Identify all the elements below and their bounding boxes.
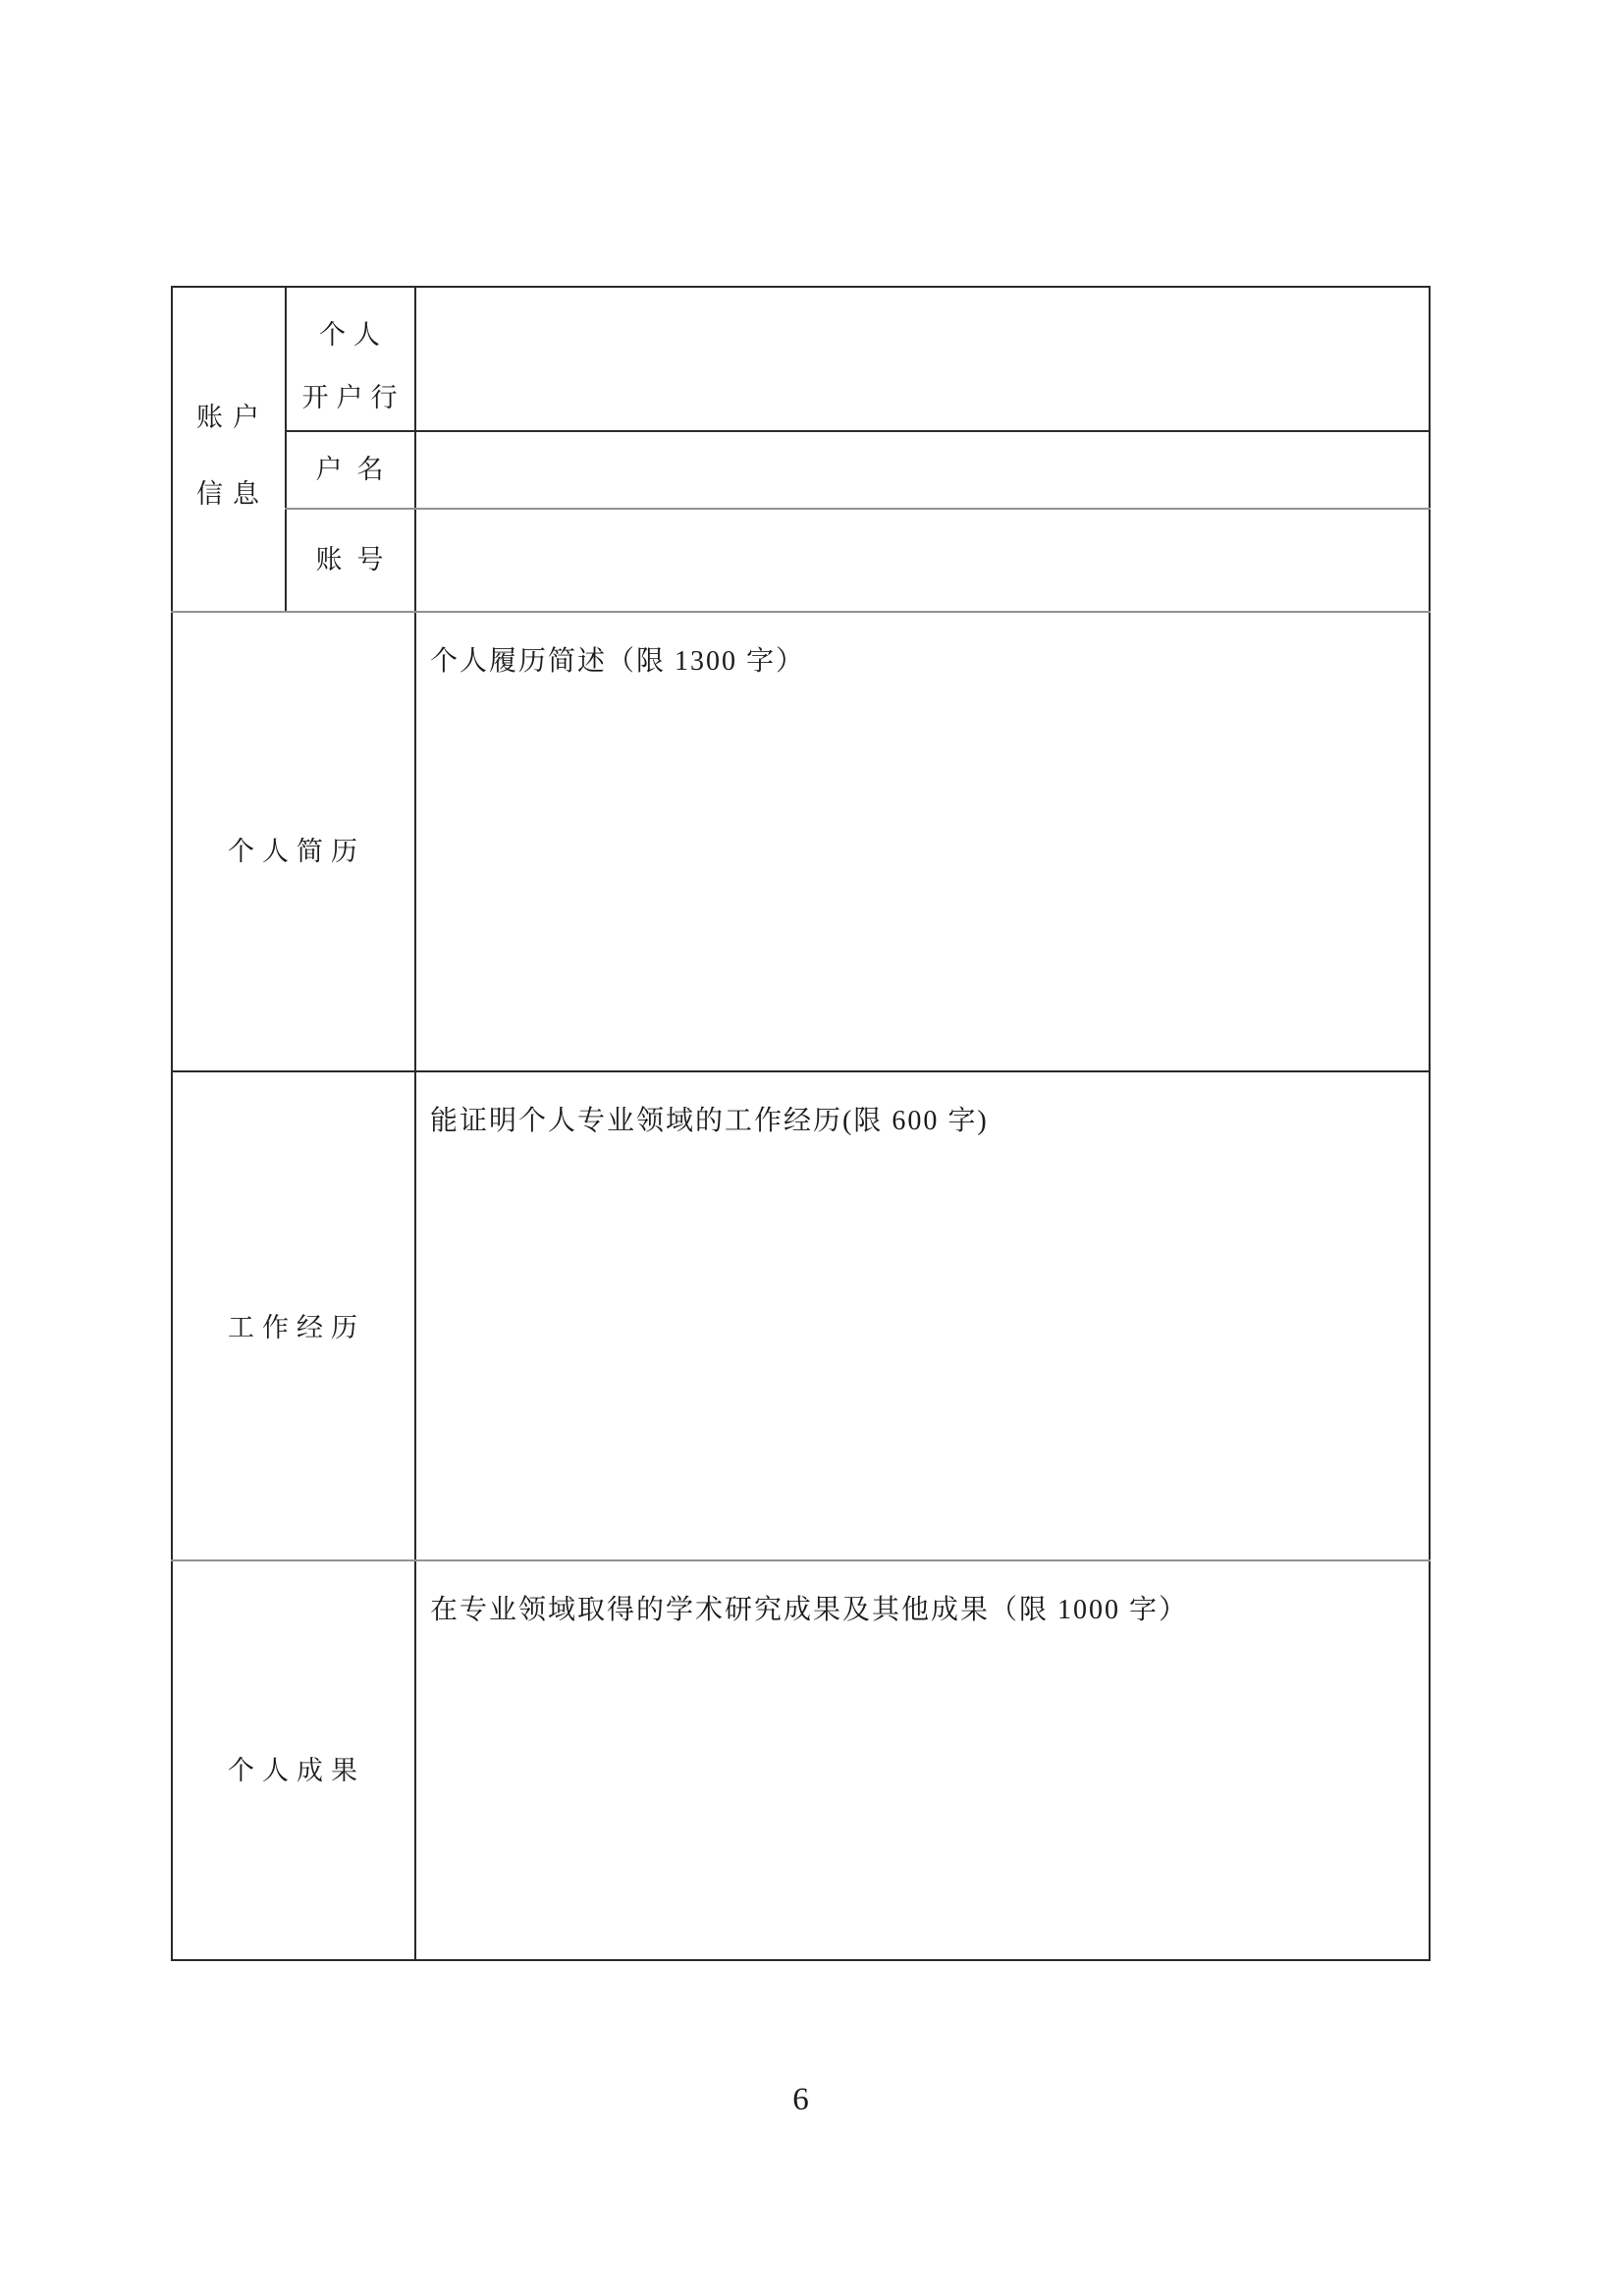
- resume-content-heading: 个人履历简述（限 1300 字）: [430, 646, 806, 677]
- personal-bank-label-line1: 个人: [319, 320, 388, 350]
- account-name-label: 户名: [315, 454, 399, 484]
- work-experience-content-cell: [414, 1070, 1431, 1559]
- account-number-value-cell: [414, 508, 1431, 611]
- account-name-label-cell: [285, 430, 414, 508]
- personal-bank-value-cell: [414, 286, 1431, 430]
- account-info-label-line1: 账户: [196, 403, 269, 432]
- resume-section-label: 个人简历: [228, 837, 365, 866]
- account-name-value-cell: [414, 430, 1431, 508]
- work-experience-section-label-cell: [171, 1070, 414, 1559]
- achievements-content-cell: [414, 1559, 1431, 1961]
- personal-bank-label-line2: 开户行: [301, 383, 406, 412]
- account-info-section-label-cell: [171, 286, 285, 611]
- account-number-label-cell: [285, 508, 414, 611]
- account-info-label-line2: 信息: [196, 479, 269, 509]
- account-number-label: 账号: [315, 544, 399, 574]
- achievements-section-label: 个人成果: [228, 1756, 365, 1785]
- page-number: 6: [792, 2082, 809, 2117]
- work-experience-section-label: 工作经历: [228, 1313, 365, 1342]
- work-experience-content-heading: 能证明个人专业领域的工作经历(限 600 字): [430, 1106, 989, 1136]
- achievements-content-heading: 在专业领域取得的学术研究成果及其他成果（限 1000 字）: [430, 1595, 1189, 1625]
- personal-bank-label-cell: [285, 286, 414, 430]
- application-form-table: [171, 286, 1431, 1961]
- resume-section-label-cell: [171, 611, 414, 1070]
- achievements-section-label-cell: [171, 1559, 414, 1961]
- resume-content-cell: [414, 611, 1431, 1070]
